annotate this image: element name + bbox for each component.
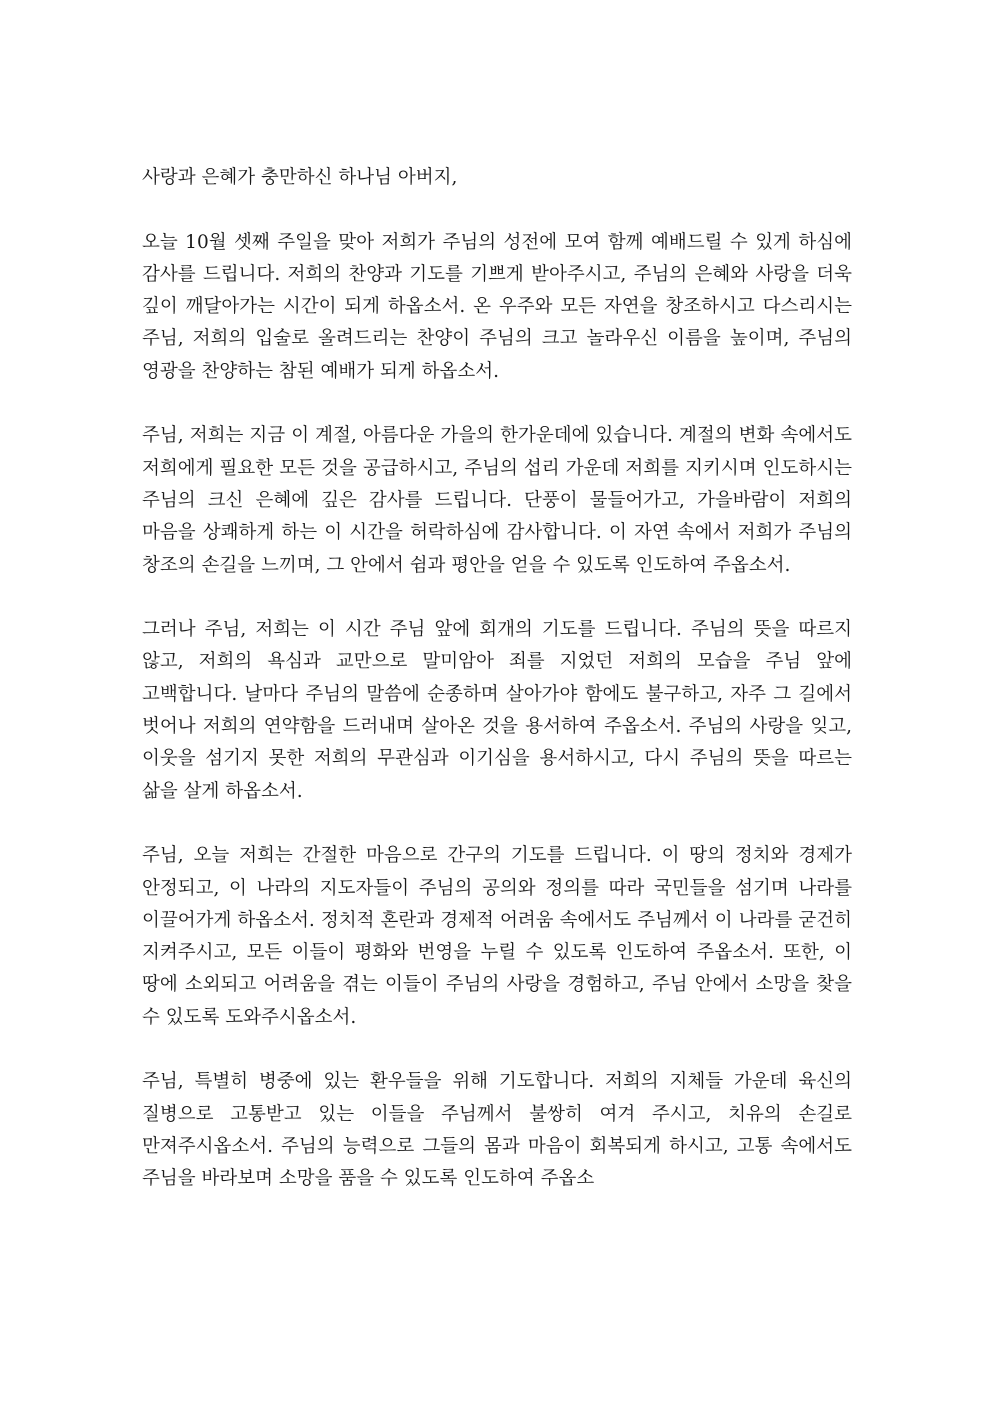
paragraph-autumn-gratitude: 주님, 저희는 지금 이 계절, 아름다운 가을의 한가운데에 있습니다. 계절의 변화 속에서도 저희에게 필요한 모든 것을 공급하시고, 주님의 섭리 가운데 저희를 지키시며 인도하시는 주님의 크신 은혜에 깊은 감사를 드립니다. 단풍이 물들어가고, 가을바람이 저희의 마음을 상쾌하게 하는 이 시간을 허락하심에 감사합니다. 이 자연 속에서 저희가 주님의 창조의 손길을 느끼며, 그 안에서 쉼과 평안을 얻을 수 있도록 인도하여 주옵소서.: [142, 425, 852, 576]
paragraph-healing-prayer: 주님, 특별히 병중에 있는 환우들을 위해 기도합니다. 저희의 지체들 가운데 육신의 질병으로 고통받고 있는 이들을 주님께서 불쌍히 여겨 주시고, 치유의 손길로 만져주시옵소서. 주님의 능력으로 그들의 몸과 마음이 회복되게 하시고, 고통 속에서도 주님을 바라보며 소망을 품을 수 있도록 인도하여 주옵소: [142, 1071, 852, 1190]
paragraph-nation-intercession: 주님, 오늘 저희는 간절한 마음으로 간구의 기도를 드립니다. 이 땅의 정치와 경제가 안정되고, 이 나라의 지도자들이 주님의 공의와 정의를 따라 국민들을 섬기며 나라를 이끌어가게 하옵소서. 정치적 혼란과 경제적 어려움 속에서도 주님께서 이 나라를 굳건히 지켜주시고, 모든 이들이 평화와 번영을 누릴 수 있도록 인도하여 주옵소서. 또한, 이 땅에 소외되고 어려움을 겪는 이들이 주님의 사랑을 경험하고, 주님 안에서 소망을 찾을 수 있도록 도와주시옵소서.: [142, 845, 852, 1028]
salutation: 사랑과 은혜가 충만하신 하나님 아버지,: [142, 167, 458, 188]
paragraph-thanksgiving-worship: 오늘 10월 셋째 주일을 맞아 저희가 주님의 성전에 모여 함께 예배드릴 수 있게 하심에 감사를 드립니다. 저희의 찬양과 기도를 기쁘게 받아주시고, 주님의 은혜와 사랑을 더욱 깊이 깨달아가는 시간이 되게 하옵소서. 온 우주와 모든 자연을 창조하시고 다스리시는 주님, 저희의 입술로 올려드리는 찬양이 주님의 크고 놀라우신 이름을 높이며, 주님의 영광을 찬양하는 참된 예배가 되게 하옵소서.: [142, 231, 852, 382]
paragraph-repentance: 그러나 주님, 저희는 이 시간 주님 앞에 회개의 기도를 드립니다. 주님의 뜻을 따르지 않고, 저희의 욕심과 교만으로 말미암아 죄를 지었던 저희의 모습을 주님 앞에 고백합니다. 날마다 주님의 말씀에 순종하며 살아가야 함에도 불구하고, 자주 그 길에서 벗어나 저희의 연약함을 드러내며 살아온 것을 용서하여 주옵소서. 주님의 사랑을 잊고, 이웃을 섬기지 못한 저희의 무관심과 이기심을 용서하시고, 다시 주님의 뜻을 따르는 삶을 살게 하옵소서.: [142, 619, 852, 802]
document-page: [142, 162, 852, 1196]
